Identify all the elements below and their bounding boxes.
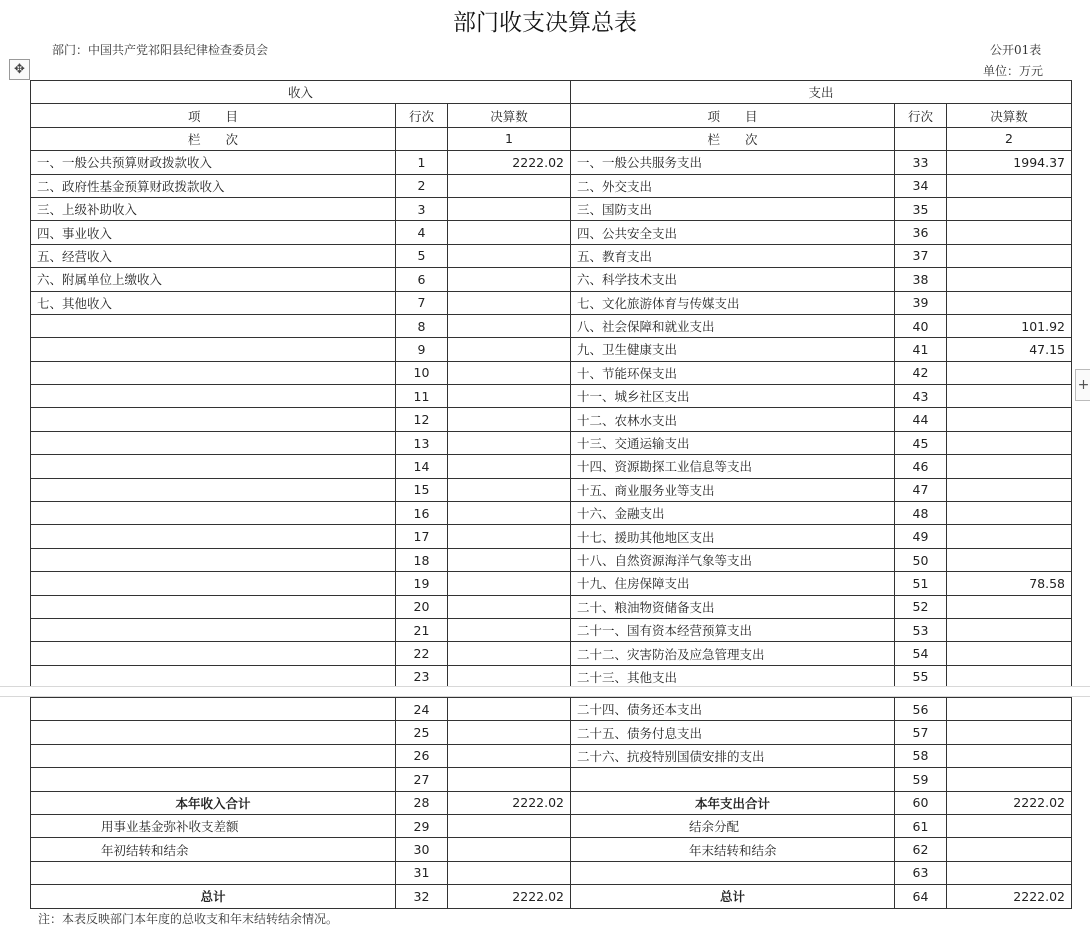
- table-row: [31, 361, 1072, 384]
- expense-amount: [947, 595, 1072, 618]
- income-item: 用事业基金弥补收支差额: [31, 814, 396, 837]
- income-item: [31, 618, 396, 641]
- income-line-no: 21: [396, 618, 448, 641]
- income-line-no: 12: [396, 408, 448, 431]
- expense-line-no: 36: [895, 221, 947, 244]
- expense-item: 二十一、国有资本经营预算支出: [571, 618, 895, 641]
- table-row: [31, 768, 1072, 791]
- income-amount: [448, 721, 571, 744]
- table-row: [31, 572, 1072, 595]
- income-line-no: 16: [396, 502, 448, 525]
- expense-line-no: 62: [895, 838, 947, 861]
- expense-line-no: 39: [895, 291, 947, 314]
- expense-header: 支出: [571, 81, 1072, 104]
- income-line-no: 22: [396, 642, 448, 665]
- income-amount: [448, 838, 571, 861]
- expense-amount: [947, 174, 1072, 197]
- income-amount: [448, 455, 571, 478]
- expense-amount: [947, 431, 1072, 454]
- expense-amount: [947, 548, 1072, 571]
- income-line-no: 15: [396, 478, 448, 501]
- income-header: 收入: [31, 81, 571, 104]
- expense-item: 二、外交支出: [571, 174, 895, 197]
- expense-amount: [947, 502, 1072, 525]
- expense-item: 十二、农林水支出: [571, 408, 895, 431]
- income-line-no: 23: [396, 665, 448, 688]
- income-line-header: 行次: [396, 104, 448, 127]
- table-row: [31, 744, 1072, 767]
- income-item: 本年收入合计: [31, 791, 396, 814]
- expense-amount: [947, 197, 1072, 220]
- expense-amount: 2222.02: [947, 885, 1072, 908]
- expense-amount: [947, 455, 1072, 478]
- expense-amount: [947, 642, 1072, 665]
- income-line-no: 28: [396, 791, 448, 814]
- income-line-no: 26: [396, 744, 448, 767]
- expense-amount: 101.92: [947, 314, 1072, 337]
- income-amount: [448, 618, 571, 641]
- income-line-no: 7: [396, 291, 448, 314]
- income-amount: 2222.02: [448, 885, 571, 908]
- income-amount: [448, 314, 571, 337]
- expense-line-no: 45: [895, 431, 947, 454]
- table-row: [31, 618, 1072, 641]
- expense-item: 十七、援助其他地区支出: [571, 525, 895, 548]
- income-line-no: 19: [396, 572, 448, 595]
- table-row: [31, 698, 1072, 721]
- expense-line-no: 54: [895, 642, 947, 665]
- income-line-no: 13: [396, 431, 448, 454]
- expense-item: [571, 768, 895, 791]
- expense-line-no: 34: [895, 174, 947, 197]
- expense-item: 二十五、债务付息支出: [571, 721, 895, 744]
- income-amount: [448, 478, 571, 501]
- expense-line-no: 33: [895, 151, 947, 174]
- income-amount: [448, 502, 571, 525]
- table-row: [31, 642, 1072, 665]
- expense-amount: [947, 525, 1072, 548]
- page-title: 部门收支决算总表: [453, 10, 637, 36]
- income-item: [31, 642, 396, 665]
- table-row: [31, 408, 1072, 431]
- income-item: 总计: [31, 885, 396, 908]
- income-item: 六、附属单位上缴收入: [31, 268, 396, 291]
- table-row: [31, 478, 1072, 501]
- expense-item: 二十二、灾害防治及应急管理支出: [571, 642, 895, 665]
- expense-item: 二十六、抗疫特别国债安排的支出: [571, 744, 895, 767]
- table-row: [31, 385, 1072, 408]
- income-item-header: 项 目: [31, 104, 396, 127]
- table-row: [31, 151, 1072, 174]
- income-line-no: 3: [396, 197, 448, 220]
- expense-line-no: 55: [895, 665, 947, 688]
- expense-line-no: 57: [895, 721, 947, 744]
- income-amount: [448, 361, 571, 384]
- table-row: [31, 791, 1072, 814]
- income-column-label: 栏 次: [31, 127, 396, 150]
- expense-line-no: 44: [895, 408, 947, 431]
- table-row: [31, 455, 1072, 478]
- expense-amount: [947, 408, 1072, 431]
- expense-line-no: 43: [895, 385, 947, 408]
- expense-item: 十三、交通运输支出: [571, 431, 895, 454]
- move-handle-icon[interactable]: ✥: [9, 59, 30, 80]
- income-amount: [448, 244, 571, 267]
- expense-item: 五、教育支出: [571, 244, 895, 267]
- expense-line-no: 58: [895, 744, 947, 767]
- expense-line-no: 40: [895, 314, 947, 337]
- expense-amount: [947, 361, 1072, 384]
- expense-item: 四、公共安全支出: [571, 221, 895, 244]
- table-row: [31, 595, 1072, 618]
- income-line-no: 6: [396, 268, 448, 291]
- expense-line-no: 60: [895, 791, 947, 814]
- table-row: [31, 861, 1072, 884]
- table-row: [31, 548, 1072, 571]
- expense-item: 二十三、其他支出: [571, 665, 895, 688]
- expense-amount: [947, 268, 1072, 291]
- expense-line-no: 53: [895, 618, 947, 641]
- expense-column-blank: [895, 127, 947, 150]
- table-row: [31, 197, 1072, 220]
- expense-column-label: 栏 次: [571, 127, 895, 150]
- expense-item: 三、国防支出: [571, 197, 895, 220]
- income-amount: [448, 338, 571, 361]
- income-amount: [448, 744, 571, 767]
- income-column-blank: [396, 127, 448, 150]
- income-line-no: 5: [396, 244, 448, 267]
- income-column-number: 1: [448, 127, 571, 150]
- expense-amount: [947, 618, 1072, 641]
- page-break: [0, 686, 1090, 697]
- expense-item: 十四、资源勘探工业信息等支出: [571, 455, 895, 478]
- expense-item: 十、节能环保支出: [571, 361, 895, 384]
- expense-item: 十五、商业服务业等支出: [571, 478, 895, 501]
- summary-table-top: [30, 80, 1072, 689]
- table-row: [31, 838, 1072, 861]
- income-line-no: 24: [396, 698, 448, 721]
- table-row: [31, 291, 1072, 314]
- income-item: 三、上级补助收入: [31, 197, 396, 220]
- table-row: [31, 221, 1072, 244]
- expense-line-no: 63: [895, 861, 947, 884]
- income-line-no: 29: [396, 814, 448, 837]
- expense-item: 年末结转和结余: [571, 838, 895, 861]
- income-item: 二、政府性基金预算财政拨款收入: [31, 174, 396, 197]
- expense-item: 十九、住房保障支出: [571, 572, 895, 595]
- expense-item: 结余分配: [571, 814, 895, 837]
- income-amount: 2222.02: [448, 151, 571, 174]
- expense-amount: 47.15: [947, 338, 1072, 361]
- income-amount-header: 决算数: [448, 104, 571, 127]
- expense-amount: [947, 221, 1072, 244]
- income-item: [31, 572, 396, 595]
- expense-line-no: 61: [895, 814, 947, 837]
- income-item: [31, 595, 396, 618]
- expense-item: 六、科学技术支出: [571, 268, 895, 291]
- income-item: 五、经营收入: [31, 244, 396, 267]
- income-line-no: 4: [396, 221, 448, 244]
- income-item: [31, 385, 396, 408]
- income-line-no: 2: [396, 174, 448, 197]
- income-line-no: 20: [396, 595, 448, 618]
- expense-item: 九、卫生健康支出: [571, 338, 895, 361]
- table-row: [31, 502, 1072, 525]
- expense-amount: [947, 768, 1072, 791]
- add-column-icon[interactable]: +: [1075, 369, 1090, 401]
- expense-item-header: 项 目: [571, 104, 895, 127]
- income-item: [31, 361, 396, 384]
- income-item: 四、事业收入: [31, 221, 396, 244]
- income-amount: [448, 291, 571, 314]
- expense-line-no: 51: [895, 572, 947, 595]
- income-item: [31, 861, 396, 884]
- income-item: [31, 502, 396, 525]
- expense-column-number: 2: [947, 127, 1072, 150]
- expense-line-no: 59: [895, 768, 947, 791]
- income-amount: [448, 525, 571, 548]
- income-line-no: 8: [396, 314, 448, 337]
- income-item: [31, 431, 396, 454]
- income-line-no: 18: [396, 548, 448, 571]
- expense-amount: [947, 721, 1072, 744]
- income-line-no: 25: [396, 721, 448, 744]
- income-amount: [448, 768, 571, 791]
- income-item: [31, 721, 396, 744]
- expense-line-no: 37: [895, 244, 947, 267]
- income-amount: [448, 197, 571, 220]
- income-item: [31, 408, 396, 431]
- income-item: [31, 548, 396, 571]
- expense-item: 总计: [571, 885, 895, 908]
- table-row: [31, 268, 1072, 291]
- income-amount: [448, 408, 571, 431]
- expense-amount: [947, 744, 1072, 767]
- expense-amount: 2222.02: [947, 791, 1072, 814]
- income-amount: [448, 814, 571, 837]
- income-line-no: 11: [396, 385, 448, 408]
- expense-item: 本年支出合计: [571, 791, 895, 814]
- income-line-no: 17: [396, 525, 448, 548]
- table-row: [31, 244, 1072, 267]
- expense-amount: [947, 385, 1072, 408]
- expense-line-no: 49: [895, 525, 947, 548]
- income-amount: [448, 642, 571, 665]
- expense-line-no: 48: [895, 502, 947, 525]
- expense-amount: [947, 291, 1072, 314]
- income-line-no: 32: [396, 885, 448, 908]
- table-row: [31, 721, 1072, 744]
- table-note: 注：本表反映部门本年度的总收支和年末结转结余情况。: [38, 912, 339, 926]
- income-amount: [448, 268, 571, 291]
- income-item: [31, 698, 396, 721]
- expense-amount: 1994.37: [947, 151, 1072, 174]
- income-amount: [448, 861, 571, 884]
- expense-line-header: 行次: [895, 104, 947, 127]
- expense-line-no: 38: [895, 268, 947, 291]
- expense-amount: [947, 478, 1072, 501]
- income-amount: [448, 174, 571, 197]
- income-amount: [448, 385, 571, 408]
- income-line-no: 14: [396, 455, 448, 478]
- expense-item: 一、一般公共服务支出: [571, 151, 895, 174]
- table-row: [31, 314, 1072, 337]
- expense-item: 二十、粮油物资储备支出: [571, 595, 895, 618]
- expense-line-no: 35: [895, 197, 947, 220]
- income-amount: [448, 221, 571, 244]
- expense-amount: [947, 838, 1072, 861]
- expense-line-no: 41: [895, 338, 947, 361]
- expense-line-no: 46: [895, 455, 947, 478]
- income-item: [31, 338, 396, 361]
- income-line-no: 10: [396, 361, 448, 384]
- expense-amount: [947, 244, 1072, 267]
- income-item: 一、一般公共预算财政拨款收入: [31, 151, 396, 174]
- expense-item: 十六、金融支出: [571, 502, 895, 525]
- income-line-no: 27: [396, 768, 448, 791]
- income-item: [31, 525, 396, 548]
- expense-line-no: 56: [895, 698, 947, 721]
- expense-amount: [947, 814, 1072, 837]
- income-amount: 2222.02: [448, 791, 571, 814]
- income-amount: [448, 572, 571, 595]
- income-line-no: 30: [396, 838, 448, 861]
- income-item: [31, 314, 396, 337]
- table-row: [31, 525, 1072, 548]
- expense-item: [571, 861, 895, 884]
- expense-line-no: 50: [895, 548, 947, 571]
- expense-item: 七、文化旅游体育与传媒支出: [571, 291, 895, 314]
- expense-amount: [947, 698, 1072, 721]
- expense-item: 八、社会保障和就业支出: [571, 314, 895, 337]
- expense-line-no: 42: [895, 361, 947, 384]
- income-item: 七、其他收入: [31, 291, 396, 314]
- table-row: [31, 885, 1072, 908]
- income-amount: [448, 698, 571, 721]
- form-number: 公开01表: [990, 43, 1042, 57]
- table-row: [31, 431, 1072, 454]
- income-item: [31, 768, 396, 791]
- expense-amount-header: 决算数: [947, 104, 1072, 127]
- income-amount: [448, 595, 571, 618]
- income-line-no: 9: [396, 338, 448, 361]
- summary-table-bottom: [30, 697, 1072, 909]
- expense-item: 十一、城乡社区支出: [571, 385, 895, 408]
- expense-line-no: 52: [895, 595, 947, 618]
- table-row: [31, 338, 1072, 361]
- expense-line-no: 47: [895, 478, 947, 501]
- expense-amount: 78.58: [947, 572, 1072, 595]
- unit-label: 单位：万元: [983, 64, 1044, 78]
- income-line-no: 31: [396, 861, 448, 884]
- income-item: [31, 455, 396, 478]
- expense-line-no: 64: [895, 885, 947, 908]
- table-row: [31, 814, 1072, 837]
- income-item: [31, 744, 396, 767]
- table-row: [31, 174, 1072, 197]
- department-label: 部门：中国共产党祁阳县纪律检查委员会: [52, 43, 269, 57]
- income-amount: [448, 431, 571, 454]
- expense-amount: [947, 861, 1072, 884]
- income-amount: [448, 548, 571, 571]
- expense-item: 十八、自然资源海洋气象等支出: [571, 548, 895, 571]
- income-item: 年初结转和结余: [31, 838, 396, 861]
- income-line-no: 1: [396, 151, 448, 174]
- income-item: [31, 478, 396, 501]
- expense-item: 二十四、债务还本支出: [571, 698, 895, 721]
